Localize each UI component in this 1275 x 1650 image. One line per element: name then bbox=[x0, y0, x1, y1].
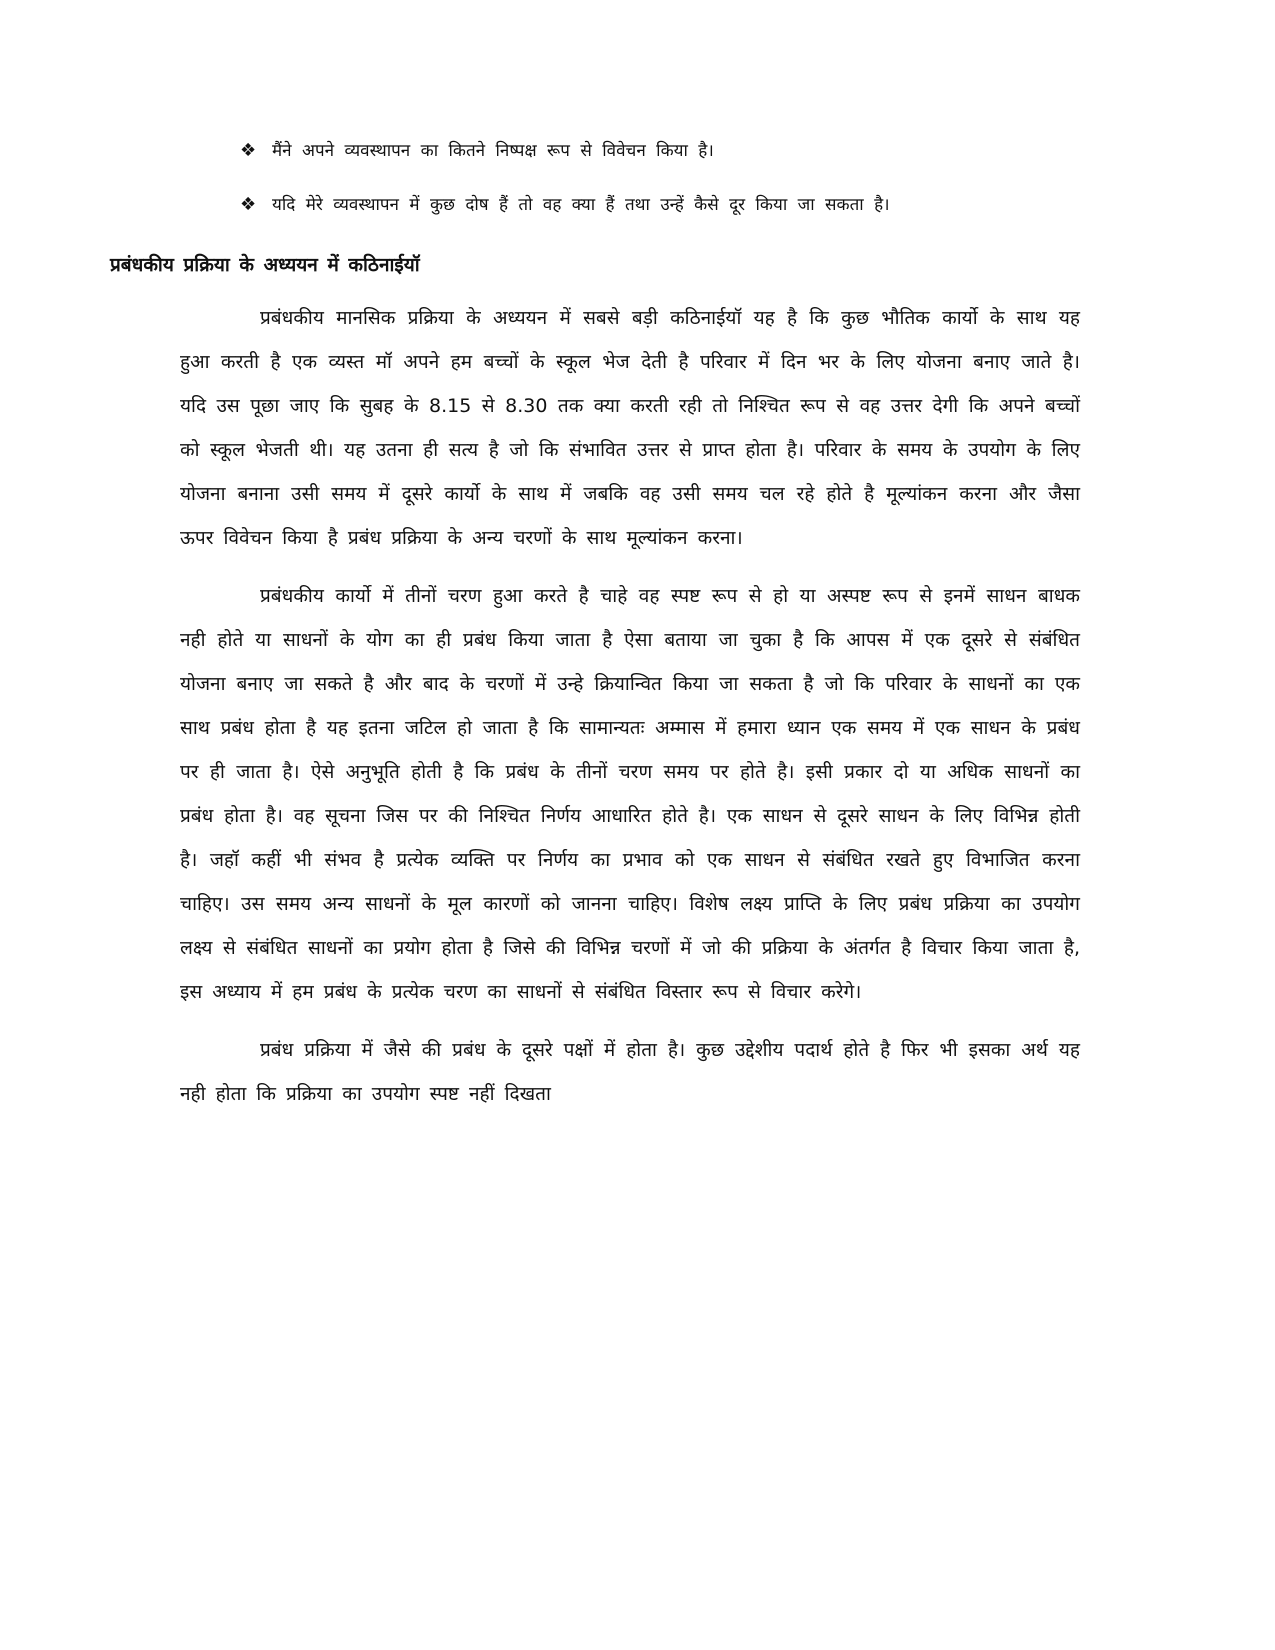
bullet-item bbox=[240, 192, 1080, 218]
paragraph: प्रबंधकीय कार्यो में तीनों चरण हुआ करते है चाहे वह स्पष्ट रूप से हो या अस्पष्ट रूप से इनमें साधन बाधक नही होते या साधनों के योग का ही प्रबंध किया जाता है ऐसा बताया जा चुका है कि आपस में एक दूसरे से संबंधित योजना बनाए जा सकते है और बाद के चरणों में उन्हे क्रियान्वित किया जा सकता है जो कि परिवार के साधनों का एक साथ प्रबंध होता है यह इतना जटिल हो जाता है कि सामान्यतः अम्मास में हमारा ध्यान एक समय में एक साधन के प्रबंध पर ही जाता है। ऐसे अनुभूति होती है कि प्रबंध के तीनों चरण समय पर होते है। इसी प्रकार दो या अधिक साधनों का प्रबंध होता है। वह सूचना जिस पर की निश्चित निर्णय आधारित होते है। एक साधन से दूसरे साधन के लिए विभिन्न होती है। जहॉ कहीं भी संभव है प्रत्येक व्यक्ति पर निर्णय का प्रभाव को एक साधन से संबंधित रखते हुए विभाजित करना चाहिए। उस समय अन्य साधनों के मूल कारणों को जानना चाहिए। विशेष लक्ष्य प्राप्ति के लिए प्रबंध प्रक्रिया का उपयोग लक्ष्य से संबंधित साधनों का प्रयोग होता है जिसे की विभिन्न चरणों में जो की प्रक्रिया के अंतर्गत है विचार किया जाता है, इस अध्याय में हम प्रबंध के प्रत्येक चरण का साधनों से संबंधित विस्तार रूप से विचार करेगे। bbox=[180, 585, 1080, 1003]
diamond-bullet-icon: ❖ bbox=[240, 140, 257, 161]
paragraph: प्रबंध प्रक्रिया में जैसे की प्रबंध के दूसरे पक्षों में होता है। कुछ उद्देशीय पदार्थ होते है फिर भी इसका अर्थ यह नही होता कि प्रक्रिया का उपयोग स्पष्ट नहीं दिखता bbox=[180, 1039, 1080, 1105]
diamond-bullet-icon: ❖ bbox=[240, 194, 257, 215]
section-heading: प्रबंधकीय प्रक्रिया के अध्ययन में कठिनाईयॉ bbox=[110, 254, 420, 276]
body-text bbox=[180, 296, 1080, 1130]
bullet-list bbox=[240, 138, 1080, 246]
bullet-text: मैंने अपने व्यवस्थापन का कितने निष्पक्ष रूप से विवेचन किया है। bbox=[272, 141, 714, 161]
paragraph: प्रबंधकीय मानसिक प्रक्रिया के अध्ययन में सबसे बड़ी कठिनाईयॉ यह है कि कुछ भौतिक कार्यो के साथ यह हुआ करती है एक व्यस्त मॉ अपने हम बच्चों के स्कूल भेज देती है परिवार में दिन भर के लिए योजना बनाए जाते है। यदि उस पूछा जाए कि सुबह के 8.15 से 8.30 तक क्या करती रही तो निश्चित रूप से वह उत्तर देगी कि अपने बच्चों को स्कूल भेजती थी। यह उतना ही सत्य है जो कि संभावित उत्तर से प्राप्त होता है। परिवार के समय के उपयोग के लिए योजना बनाना उसी समय में दूसरे कार्यो के साथ में जबकि वह उसी समय चल रहे होते है मूल्यांकन करना और जैसा ऊपर विवेचन किया है प्रबंध प्रक्रिया के अन्य चरणों के साथ मूल्यांकन करना। bbox=[180, 307, 1080, 549]
bullet-text: यदि मेरे व्यवस्थापन में कुछ दोष हैं तो वह क्या हैं तथा उन्हें कैसे दूर किया जा सकता है। bbox=[272, 195, 890, 215]
bullet-item bbox=[240, 138, 1080, 164]
